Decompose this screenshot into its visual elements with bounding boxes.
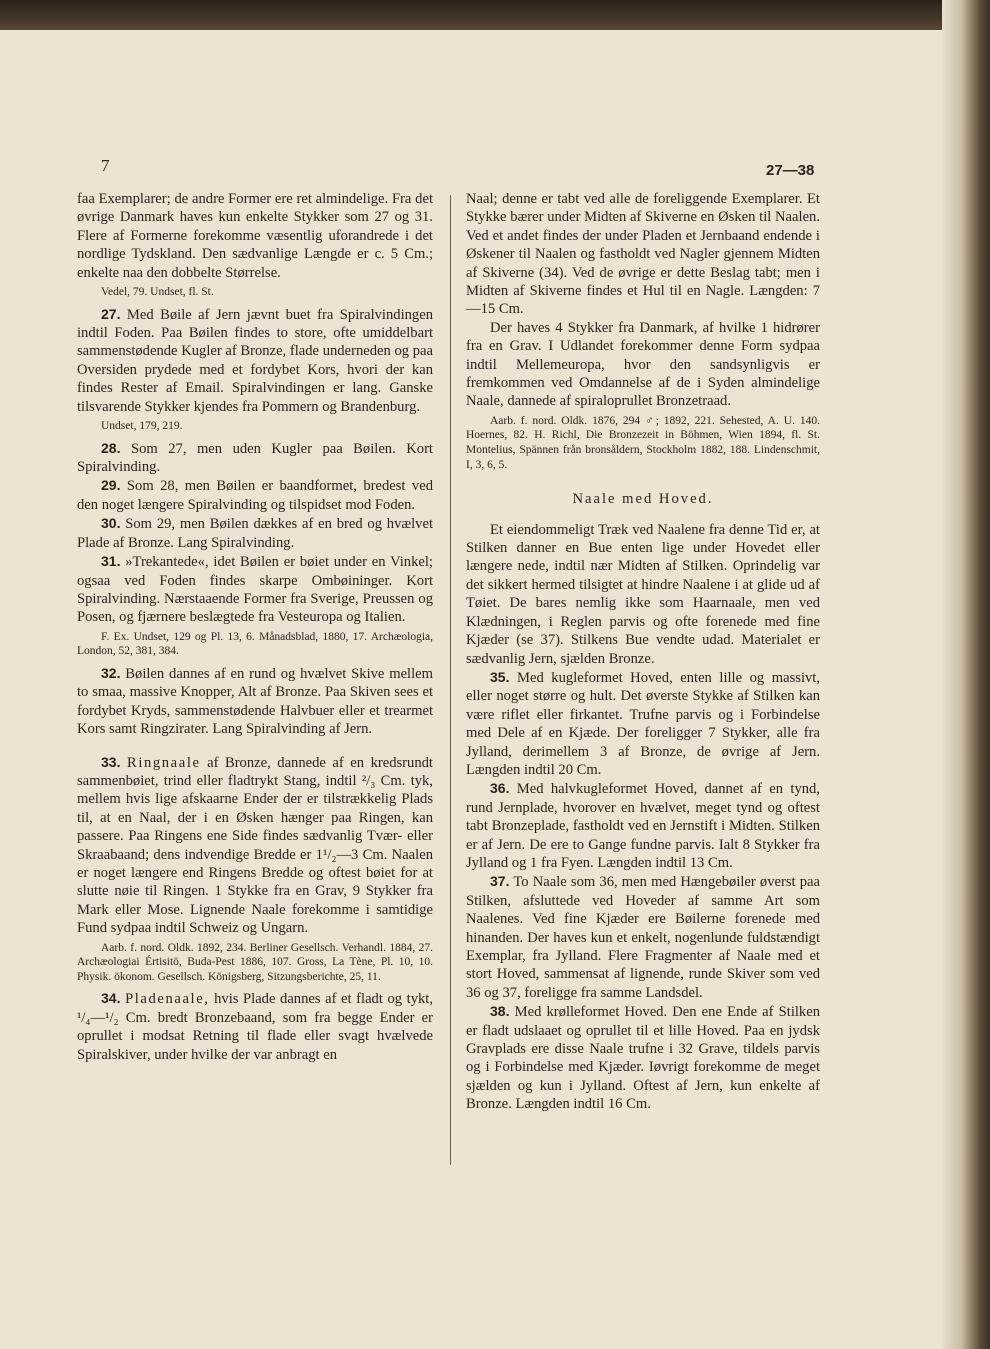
entry-text: To Naale som 36, men med Hængebøiler øverst paa Stilken, afsluttede ved Hoveder af samme Art som Naalenes. Ved fine Kjæder ere Bøilerne forenede med hinanden. Der haves kun et enkelt, nogenlunde fuldstændigt Exemplar, fra Jylland. Flere Fragmenter af Naale med et stort Hoved, sammensat af lignende, runde Skiver som ved 36 og 37, foreligge fra samme Landsdel. [466,874,820,1001]
entry-term: Ringnaale [127,754,201,771]
entry-number: 30. [101,515,121,532]
entry-32 [77,664,433,739]
entry-text: Med krølleformet Hoved. Den ene Ende af Stilken er fladt udslaaet og oprullet til et lille Hoved. Paa en jydsk Gravplads ere disse Naale trufne i 32 Grave, tildels parvis og i Forbindelse med Kjæder. Iøvrigt forekomme de meget sjælden og kun i Jylland. Oftest af Jern, kun enkelte af Bronze. Længden indtil 16 Cm. [466,1004,820,1113]
entry-number: 37. [490,873,510,890]
entry-text: Som 27, men uden Kugler paa Bøilen. Kort Spiralvinding. [77,440,433,476]
entry-number: 31. [101,553,121,570]
entry-text: Som 28, men Bøilen er baandformet, bredest ved den noget længere Spiralvinding og tilspidset mod Foden. [77,478,434,513]
entry-30 [77,514,433,552]
entry-number: 27. [101,305,121,322]
column-divider [450,195,451,1165]
entry-number: 34. [101,990,121,1007]
paragraph: Der haves 4 Stykker fra Danmark, af hvilke 1 hidrører fra en Grav. I Udlandet forekommer denne Form sydpaa indtil Mellemeuropa, hvor den sandsynligvis er fremkommen ved Omdannelse af de i Syden almindelige Naale, dannede af spiraloprullet Bronzetraad. [466,319,820,410]
entry-37 [466,872,820,1002]
entry-35 [466,668,820,779]
reference: F. Ex. Undset, 129 og Pl. 13, 6. Månadsblad, 1880, 17. Archæologia, London, 52, 381, 384. [77,630,433,658]
entry-text: Bøilen dannes af en rund og hvælvet Skive mellem to smaa, massive Knopper, Alt af Bronze. Paa Skiven sees et fordybet Kryds, sammenstødende Halvbuer eller et trearmet Kors samt Ringzirater. Lang Spiralvinding af Jern. [77,665,433,738]
left-column [77,190,433,1064]
entry-text: »Trekantede«, idet Bøilen er bøiet under en Vinkel; ogsaa ved Foden findes skarpe Ombøininger. Kort Spiralvinding. Nærstaaende Former fra Sverige, Preussen og Posen, og fjærnere beslægtede fra Vesteuropa og Italien. [77,554,433,626]
entry-text: Med kugleformet Hoved, enten lille og massivt, eller noget større og hult. Det øverste Stykke af Stilken kan være riflet eller firkantet. Trufne parvis og i Forbindelse med Dele af en Kjæde. Der foreligger 7 Stykker, alle fra Jylland, derimellem 3 af Bronze, de øvrige af Jern. Længden indtil 20 Cm. [466,669,821,778]
entry-text: af Bronze, dannede af en kredsrundt sammenbøiet, trind eller fladtrykt Stang, indtil ²/₃ Cm. tyk, mellem hvis lige afskaarne Ender der er tilstrækkelig Plads til, at en Naal, der i en Øsken hænger paa Ringen, kan passere. Paa Ringens ene Side findes sædvanlig Tvær- eller Skraabaand; dens indvendige Bredde er 1¹/₂—3 Cm. Naalen er noget længere end Ringens Bredde og oftest bøiet for at slutte nøie til Ringen. 1 Stykke fra en Grav, 9 Stykker fra Mark eller Mose. Lignende Naale forekomme i samtidige Fund sydpaa indtil Schweiz og Ungarn. [77,754,433,937]
reference: Vedel, 79. Undset, fl. St. [101,286,214,299]
entry-28 [77,439,433,477]
entry-36 [466,779,820,872]
paragraph: faa Exemplarer; de andre Former ere ret almindelige. Fra det øvrige Danmark haves kun enkelte Stykker som 27 og 31. Flere af Formerne forekomme væsentlig uforandrede i det nordlige Tydskland. Den sædvanlige Længde er c. 5 Cm.; enkelte naa den dobbelte Størrelse. [77,191,433,281]
entry-number: 32. [101,664,121,681]
entry-34 [77,989,433,1064]
entry-38 [466,1002,820,1113]
right-column [466,190,820,1114]
entry-text: Som 29, men Bøilen dækkes af en bred og hvælvet Plade af Bronze. Lang Spiralvinding. [77,516,434,551]
entry-number: 28. [101,439,121,456]
entry-number: 36. [490,780,510,797]
page-number: 7 [101,156,110,175]
entry-term: Pladenaale, [125,991,210,1008]
entry-text: Med halvkugleformet Hoved, dannet af en tynd, rund Jernplade, hvorover en hvælvet, meget tynd og oftest tabt Bronzeplade, fastholdt ved en Jernstift i Midten. Stilken er af Jern. De ere to Gange fundne parvis. Ialt 8 Stykker fra Jylland og 1 fra Fyen. Længden indtil 13 Cm. [466,781,820,871]
section-range: 27—38 [766,162,815,179]
entry-33 [77,753,433,938]
paragraph: Naal; denne er tabt ved alle de foreliggende Exemplarer. Et Stykke bærer under Midten af Skiverne en Øsken til Naalen. Ved et andet findes der under Pladen et Jernbaand endende i Øskener til Naalen og fastholdt ved Nagler gjennem Midten af Skiverne (34). Ved de øvrige er dette Beslag tabt; men i Midten af Skiverne findes et Hul til en Nagle. Længden: 7—15 Cm. [466,191,820,318]
entry-number: 38. [490,1003,510,1020]
entry-27 [77,305,433,416]
entry-31 [77,552,433,627]
entry-text: Med Bøile af Jern jævnt buet fra Spiralvindingen indtil Foden. Paa Bøilen findes to store, ofte umiddelbart sammenstødende Kugler af Bronze, flade underneden og paa Oversiden prydede med et fordybet Kors, hvori der kan findes Rester af Email. Spiralvindingen er lang. Ganske tilsvarende Stykker kjendes fra Pommern og Brandenburg. [77,306,434,415]
entry-number: 33. [101,753,121,770]
entry-text: hvis Plade dannes af et fladt og tykt, ¹/₄—¹/₂ Cm. bredt Bronzebaand, som fra begge Ender er oprullet i modsat Retning til flade eller svagt hvælvede Spiralskiver, under hvilke der var anbragt en [77,991,434,1063]
entry-29 [77,476,433,514]
page-edge [942,0,990,1349]
entry-number: 29. [101,477,121,494]
spacer [77,739,433,753]
entry-number: 35. [490,668,510,685]
reference: Aarb. f. nord. Oldk. 1876, 294 ♂; 1892, 221. Sehested, A. U. 140. Hoernes, 82. H. Richl, Die Bronzezeit in Böhmen, Wien 1894, fl. St. Montelius, Spännen från bronsåldern, Stockholm 1882, 188. Lindenschmit, I, 3, 6, 5. [466,414,820,471]
reference: Aarb. f. nord. Oldk. 1892, 234. Berliner Gesellsch. Verhandl. 1884, 27. Archæologiai Értisitö, Buda-Pest 1886, 107. Gross, La Tène, Pl. 10, 10. Physik. ökonom. Gesellsch. Königsberg, Sitzungsberichte, 25, 11. [77,941,433,983]
section-heading: Naale med Hoved. [572,491,714,508]
paragraph: Et eiendommeligt Træk ved Naalene fra denne Tid er, at Stilken danner en Bue enten lige under Hovedet eller længere nede, indtil nær Midten af Stilken. Oprindelig var det sikkert hermed tilsigtet at hindre Naalene i at glide ud af Tøiet. De bares nemlig ikke som Haarnaale, men ved Klædningen, i Reglen parvis og ofte forenede med fine Kjæder (se 37). Stilkens Bue vendte udad. Materialet er sædvanlig Jern, sjælden Bronze. [466,521,820,667]
reference: Undset, 179, 219. [101,420,183,433]
